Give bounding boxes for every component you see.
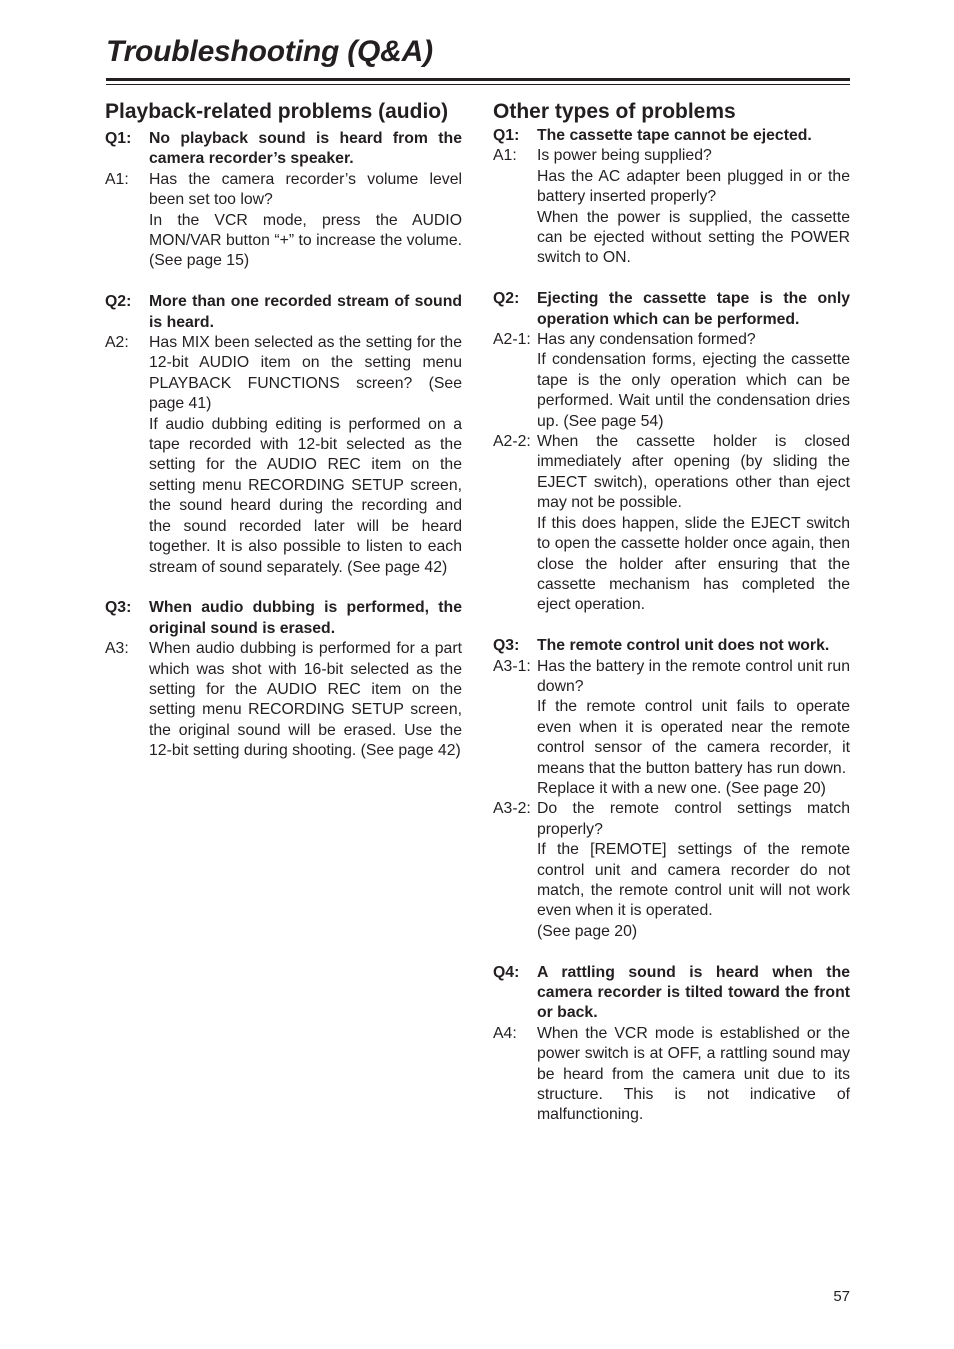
question-label: Q1:	[105, 130, 132, 147]
question-label: Q2:	[493, 290, 520, 308]
paragraph: When the power is supplied, the cassette can be ejected without setting the POWER switch to ON.	[537, 208, 850, 267]
section-heading-other: Other types of problems	[493, 100, 736, 123]
answer-text	[537, 432, 850, 616]
question-text	[537, 289, 850, 330]
answer-label: A1:	[105, 170, 129, 188]
page-number: 57	[833, 1288, 850, 1305]
question-item	[493, 289, 850, 330]
section-heading-audio: Playback-related problems (audio)	[105, 100, 449, 123]
answer-text	[537, 1024, 850, 1126]
paragraph: In the VCR mode, press the AUDIO MON/VAR button “+” to increase the volume. (See page 15)	[149, 211, 462, 270]
paragraph: No playback sound is heard from the camera recorder’s speaker.	[149, 130, 462, 168]
paragraph: Replace it with a new one. (See page 20)	[537, 779, 826, 797]
question-item	[493, 126, 850, 146]
question-text	[149, 598, 462, 639]
block-spacer	[493, 942, 850, 962]
question-text	[149, 292, 462, 333]
answer-label: A2-1:	[493, 331, 531, 349]
left-qa-list	[105, 129, 462, 762]
answer-item	[493, 146, 850, 268]
paragraph: When the VCR mode is established or the power switch is at OFF, a rattling sound may be heard from the camera unit due to its structure. This is not indicative of malfunctioning.	[537, 1024, 850, 1124]
paragraph: More than one recorded stream of sound is heard.	[149, 293, 462, 331]
answer-item	[105, 333, 462, 578]
title-rule-thin	[106, 84, 850, 85]
answer-label: A2:	[105, 334, 129, 352]
answer-item	[493, 432, 850, 616]
question-label: Q3:	[493, 637, 520, 655]
answer-item	[105, 639, 462, 761]
paragraph: Has the battery in the remote control unit run down?	[537, 657, 850, 695]
answer-label: A2-2:	[493, 433, 531, 451]
answer-item	[493, 1024, 850, 1126]
answer-item	[493, 330, 850, 432]
question-text	[149, 129, 462, 170]
paragraph: Ejecting the cassette tape is the only operation which can be performed.	[537, 290, 850, 328]
page-title: Troubleshooting (Q&A)	[106, 35, 433, 68]
paragraph: A rattling sound is heard when the camera recorder is tilted toward the front or back.	[537, 963, 850, 1022]
question-item	[493, 636, 850, 656]
answer-text	[149, 333, 462, 578]
answer-text	[537, 330, 850, 432]
paragraph: When audio dubbing is performed for a part which was shot with 16-bit selected as the setting for the AUDIO REC item on the setting menu RECORDING SETUP screen, the original sound will be erased. Use the 12-bit setting during shooting. (See page 42)	[149, 640, 462, 760]
question-label: Q1:	[493, 127, 520, 144]
answer-item	[105, 170, 462, 272]
paragraph: If this does happen, slide the EJECT switch to open the cassette holder once again, then close the holder after ensuring that the cassette mechanism has completed the eject operation.	[537, 514, 850, 614]
left-column	[105, 99, 462, 762]
question-label: Q3:	[105, 599, 132, 617]
answer-label: A3-1:	[493, 657, 531, 675]
paragraph: Is power being supplied?	[537, 147, 712, 165]
paragraph: If the remote control unit fails to operate even when it is operated near the remote control sensor of the camera recorder, it means that the button battery has run down.	[537, 698, 850, 777]
paragraph: Has any condensation formed?	[537, 331, 756, 349]
answer-text	[149, 170, 462, 272]
question-label: Q4:	[493, 963, 520, 981]
question-item	[105, 129, 462, 170]
paragraph: When audio dubbing is performed, the original sound is erased.	[149, 599, 462, 637]
paragraph: If audio dubbing editing is performed on a tape recorded with 12-bit selected as the setting for the AUDIO REC item on the setting menu RECORDING SETUP screen, the sound heard during the recording and the sound recorded later will be heard together. It is also possible to listen to each stream of sound separately. (See page 42)	[149, 415, 462, 576]
answer-label: A3-2:	[493, 800, 531, 818]
question-text	[537, 963, 850, 1024]
answer-text	[537, 799, 850, 942]
question-text	[537, 126, 850, 146]
question-item	[493, 963, 850, 1024]
answer-text	[537, 146, 850, 268]
right-qa-list	[493, 126, 850, 1126]
paragraph: Do the remote control settings match properly?	[537, 800, 850, 838]
paragraph: If condensation forms, ejecting the cassette tape is the only operation which can be performed. Wait until the condensation dries up. (See page 54)	[537, 351, 850, 430]
block-spacer	[105, 578, 462, 598]
answer-label: A3:	[105, 640, 129, 658]
question-text	[537, 636, 850, 656]
paragraph: (See page 20)	[537, 922, 638, 940]
paragraph: Has the camera recorder’s volume level been set too low?	[149, 170, 462, 209]
question-item	[105, 292, 462, 333]
paragraph: If the [REMOTE] settings of the remote control unit and camera recorder do not match, the remote control unit will not work even when it is operated.	[537, 841, 850, 920]
right-column	[493, 99, 850, 1126]
paragraph: The remote control unit does not work.	[537, 637, 830, 655]
question-item	[105, 598, 462, 639]
paragraph: Has the AC adapter been plugged in or the battery inserted properly?	[537, 167, 850, 206]
question-label: Q2:	[105, 293, 132, 311]
answer-text	[149, 639, 462, 761]
answer-label: A4:	[493, 1024, 517, 1042]
paragraph: When the cassette holder is closed immediately after opening (by sliding the EJECT switch), operations other than eject may not be possible.	[537, 433, 850, 512]
answer-item	[493, 657, 850, 800]
block-spacer	[493, 616, 850, 636]
block-spacer	[105, 272, 462, 292]
paragraph: The cassette tape cannot be ejected.	[537, 127, 812, 144]
answer-label: A1:	[493, 147, 517, 165]
block-spacer	[493, 269, 850, 289]
answer-item	[493, 799, 850, 942]
paragraph: Has MIX been selected as the setting for the 12-bit AUDIO item on the setting menu PLAYBACK FUNCTIONS screen? (See page 41)	[149, 334, 462, 413]
title-rule-thick	[106, 78, 850, 81]
answer-text	[537, 657, 850, 800]
